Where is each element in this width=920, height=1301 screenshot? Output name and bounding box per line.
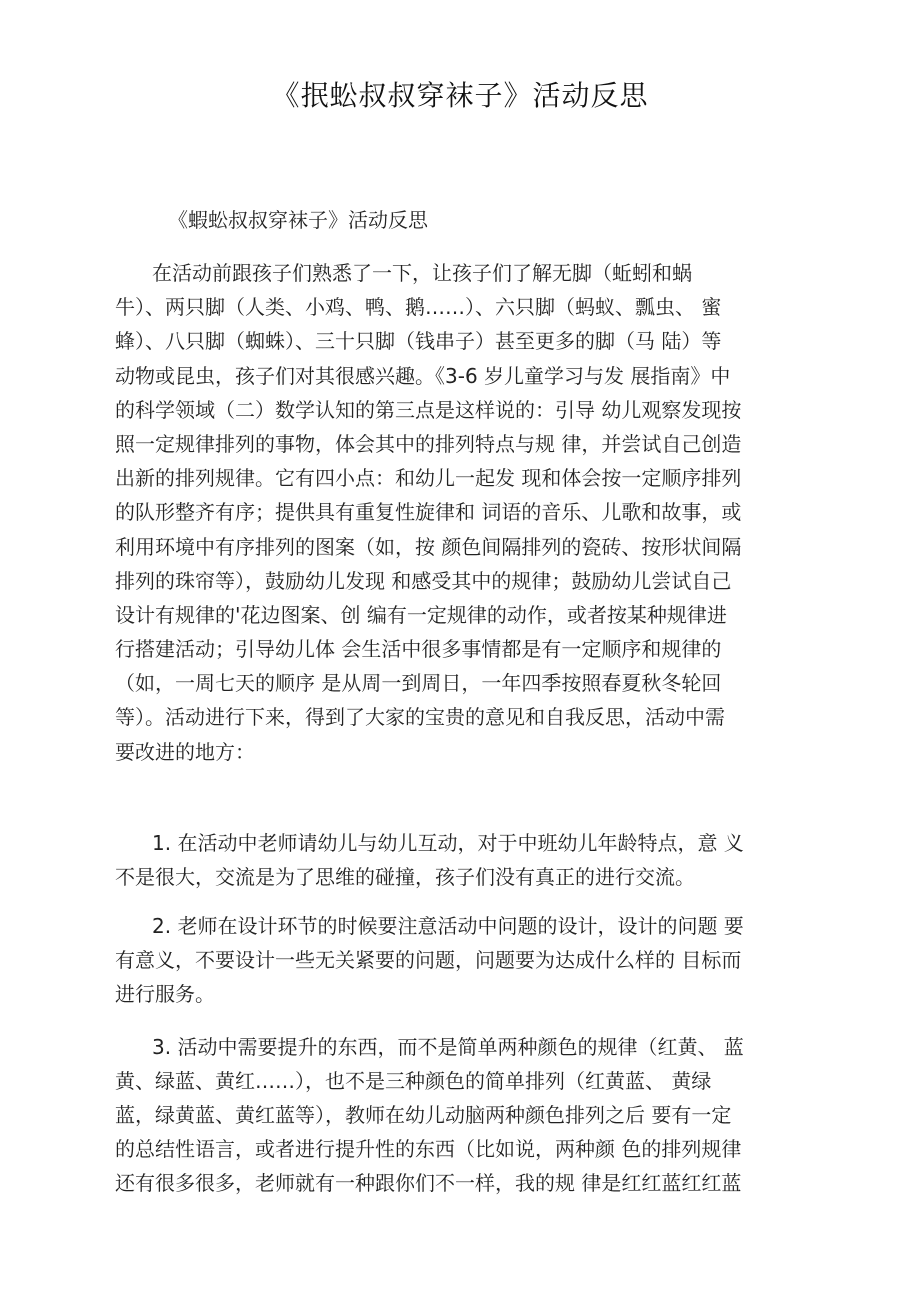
text-line: 的队形整齐有序；提供具有重复性旋律和 词语的音乐、儿歌和故事，或 xyxy=(115,500,742,525)
text-line: 要改进的地方： xyxy=(115,739,255,764)
list-item-1 xyxy=(115,826,805,894)
text-line: 蓝，绿黄蓝、黄红蓝等），教师在幼儿动脑两种颜色排列之后 要有一定 xyxy=(115,1103,732,1127)
text-line: 照一定规律排列的事物，体会其中的排列特点与规 律，并尝试自己创造 xyxy=(115,431,742,456)
text-line: 蜂）、八只脚（蜘蛛）、三十只脚（钱串子）甚至更多的脚（马 陆）等 xyxy=(115,329,722,354)
text-line: 排列的珠帘等），鼓励幼儿发现 和感受其中的规律；鼓励幼儿尝试自己 xyxy=(115,568,732,593)
document-title: 《抿蚣叔叔穿袜子》活动反思 xyxy=(271,79,649,112)
list-item-2 xyxy=(115,909,805,1011)
text-line: 的科学领域（二）数学认知的第三点是这样说的：引导 幼儿观察发现按 xyxy=(115,397,742,422)
text-line: （如，一周七天的顺序 是从周一到周日，一年四季按照春夏秋冬轮回 xyxy=(115,671,722,696)
text-line: 3. 活动中需要提升的东西，而不是简单两种颜色的规律（红黄、 蓝 xyxy=(152,1035,744,1059)
text-line: 动物或昆虫，孩子们对其很感兴趣。《3-6 岁儿童学习与发 展指南》中 xyxy=(115,363,731,388)
text-line: 不是很大，交流是为了思维的碰撞，孩子们没有真正的进行交流。 xyxy=(115,865,695,889)
text-line: 等）。活动进行下来，得到了大家的宝贵的意见和自我反思，活动中需 xyxy=(115,705,725,730)
text-line: 利用环境中有序排列的图案（如，按 颜色间隔排列的瓷砖、按形状间隔 xyxy=(115,534,742,559)
text-line: 2. 老师在设计环节的时候要注意活动中问题的设计，设计的问题 要 xyxy=(152,914,744,938)
text-line: 1. 在活动中老师请幼儿与幼儿互动，对于中班幼儿年龄特点，意 义 xyxy=(152,831,744,855)
document-subtitle: 《蝦蚣叔叔穿袜子》活动反思 xyxy=(168,208,428,232)
text-line: 牛）、两只脚（人类、小鸡、鸭、鹅……）、六只脚（蚂蚁、瓢虫、 蜜 xyxy=(115,295,722,320)
text-line: 进行服务。 xyxy=(115,982,215,1006)
text-line: 行搭建活动；引导幼儿体 会生活中很多事情都是有一定顺序和规律的 xyxy=(115,637,722,662)
text-line: 的总结性语言，或者进行提升性的东西（比如说，两种颜 色的排列规律 xyxy=(115,1137,742,1161)
text-line: 设计有规律的'花边图案、创 编有一定规律的动作，或者按某种规律进 xyxy=(115,602,727,627)
text-line: 在活动前跟孩子们熟悉了一下，让孩子们了解无脚（蚯蚓和蜗 xyxy=(152,261,692,285)
intro-paragraph xyxy=(115,256,805,769)
text-line: 出新的排列规律。它有四小点：和幼儿一起发 现和体会按一定顺序排列 xyxy=(115,466,742,491)
text-line: 黄、绿蓝、黄红……），也不是三种颜色的简单排列（红黄蓝、 黄绿 xyxy=(115,1069,712,1093)
text-line: 有意义，不要设计一些无关紧要的问题，问题要为达成什么样的 目标而 xyxy=(115,948,742,972)
text-line: 还有很多很多，老师就有一种跟你们不一样，我的规 律是红红蓝红红蓝 xyxy=(115,1171,742,1195)
list-item-3 xyxy=(115,1030,805,1200)
